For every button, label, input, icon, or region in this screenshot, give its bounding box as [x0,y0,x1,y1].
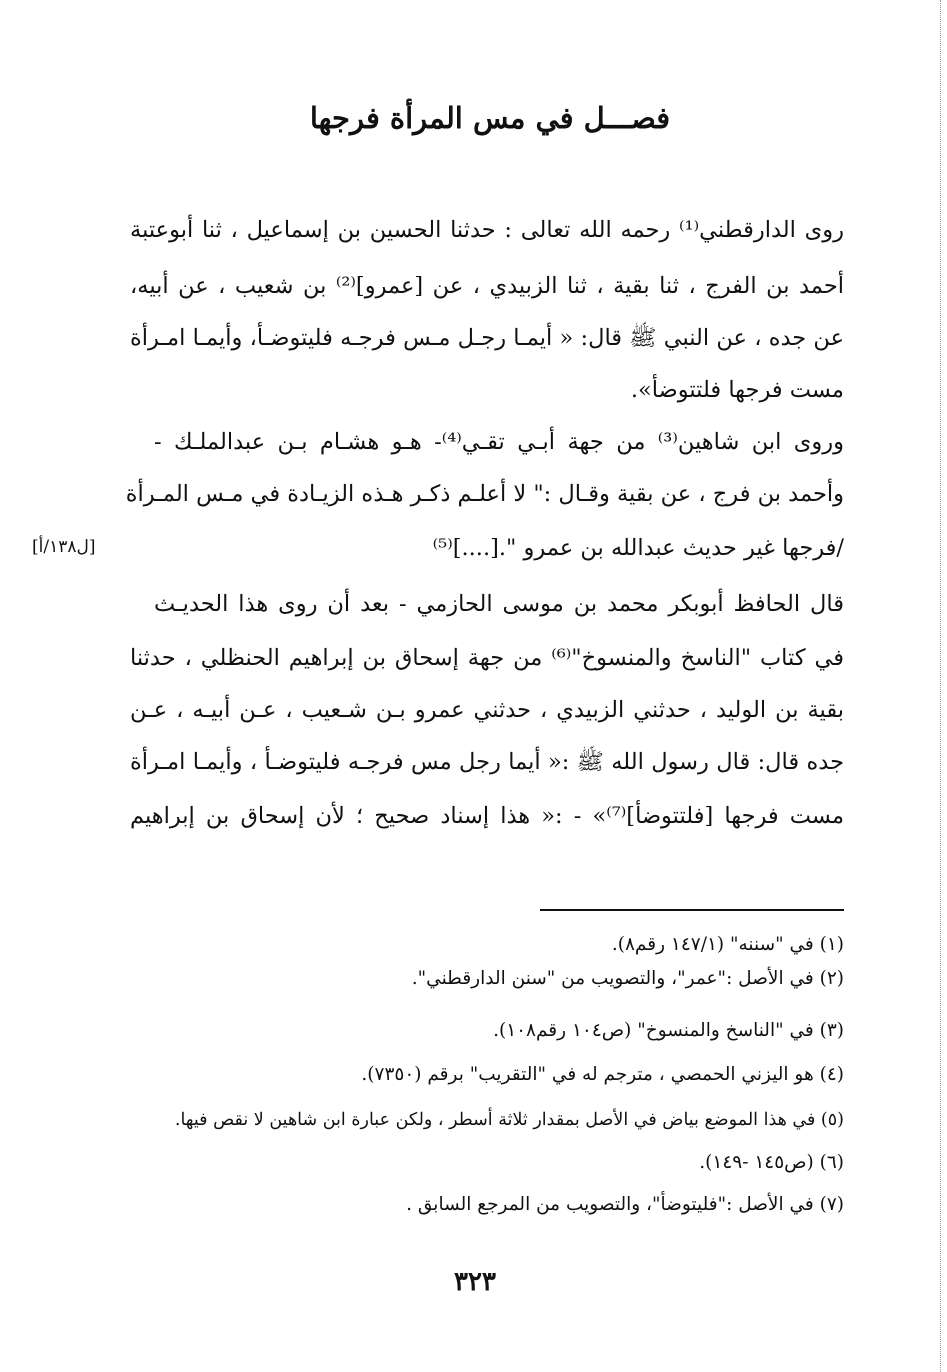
footnote-5: (٥) في هذا الموضع بياض في الأصل بمقدار ثلاثة أسطر ، ولكن عبارة ابن شاهين لا نقص فيها. [174,1110,844,1130]
body-line-1: روى الدارقطني⁽¹⁾ رحمه الله تعالى : حدثنا الحسين بن إسماعيل ، ثنا أبوعتبة [130,217,844,243]
footnote-1: (١) في "سننه" (١٤٧/١ رقم٨). [611,934,844,955]
manuscript-folio-note: [ل١٣٨/أ] [32,537,96,557]
body-line-10: بقية بن الوليد ، حدثني الزبيدي ، حدثني عمرو بـن شـعيب ، عـن أبيـه ، عـن [130,697,844,723]
footnote-4: (٤) هو اليزني الحمصي ، مترجم له في "التقريب" برقم (٧٣٥٠). [361,1064,844,1085]
body-line-11: جده قال: قال رسول الله ﷺ :« أيما رجل مس فرجـه فليتوضـأ ، وأيمـا امـرأة [130,749,844,775]
footnote-2: (٢) في الأصل :"عمر"، والتصويب من "سنن الدارقطني". [411,968,844,989]
body-line-5: وروى ابن شاهين⁽³⁾ من جهة أبـي تقـي⁽⁴⁾- هـو هشـام بـن عبدالملـك - [154,429,844,455]
section-title: فصـــل في مس المرأة فرجها [309,101,671,135]
body-line-4: مست فرجها فلتتوضأ». [630,377,844,403]
footnote-6: (٦) (ص١٤٥ -١٤٩). [699,1152,844,1173]
body-line-3: عن جده ، عن النبي ﷺ قال: « أيمـا رجـل مـس فرجـه فليتوضـأ، وأيمـا امـرأة [130,325,844,351]
page-number: ٣٢٣ [454,1267,496,1297]
footnote-separator [540,909,844,911]
body-line-9: في كتاب "الناسخ والمنسوخ"⁽⁶⁾ من جهة إسحاق بن إبراهيم الحنظلي ، حدثنا [130,645,844,671]
footnote-3: (٣) في "الناسخ والمنسوخ" (ص١٠٤ رقم١٠٨). [493,1020,844,1041]
body-line-7: /فرجها غير حديث عبدالله بن عمرو ".[....]⁽⁵⁾ [432,535,844,561]
page-edge-divider [940,0,947,1372]
body-line-6: وأحمد بن فرج ، عن بقية وقـال :" لا أعلـم ذكـر هـذه الزيـادة في مـس المـرأة [125,481,844,507]
body-line-2: أحمد بن الفرج ، ثنا بقية ، ثنا الزبيدي ، عن [عمرو]⁽²⁾ بن شعيب ، عن أبيه، [130,273,844,299]
footnote-7: (٧) في الأصل :"فليتوضأ"، والتصويب من المرجع السابق . [406,1194,844,1215]
body-line-8: قال الحافظ أبوبكر محمد بن موسى الحازمي - بعد أن روى هذا الحديـث [154,591,844,617]
body-line-12: مست فرجها [فلتتوضأ]⁽⁷⁾» - :« هذا إسناد صحيح ؛ لأن إسحاق بن إبراهيم [130,803,844,829]
